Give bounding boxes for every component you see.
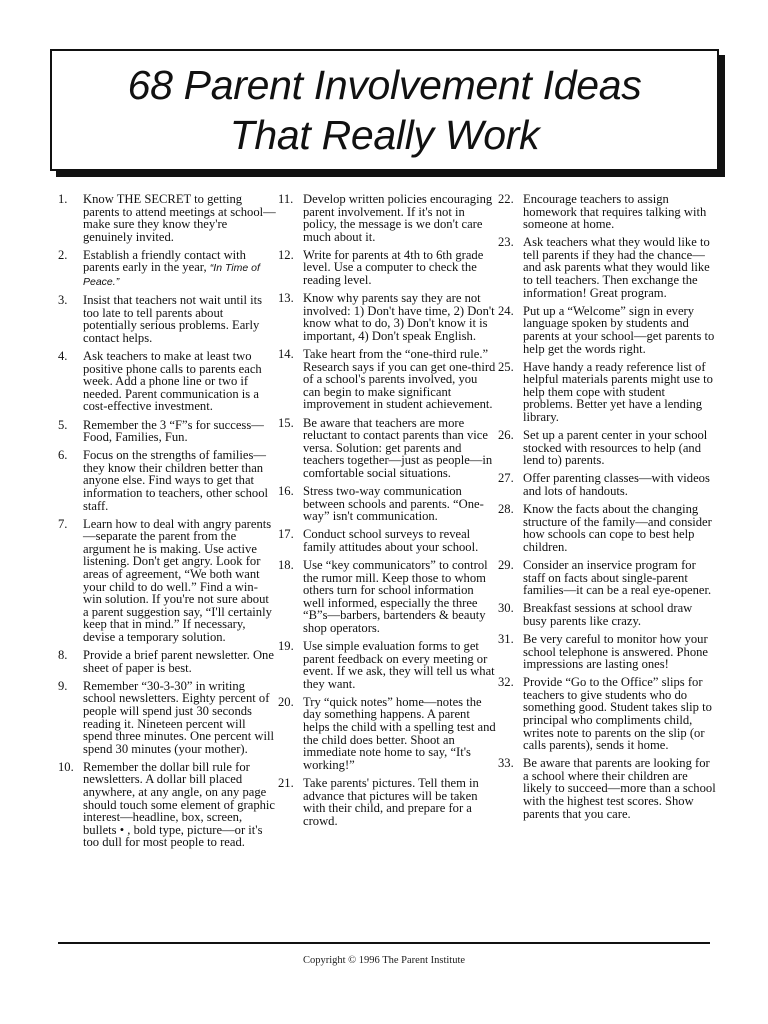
column-3 — [498, 193, 718, 826]
list-item: 22. Encourage teachers to assign homework that requires talking with someone at home. — [498, 192, 707, 232]
list-item: 12. Write for parents at 4th to 6th grade level. Use a computer to check the reading level. — [278, 247, 484, 288]
item-phrase: “In Time of Peace.” — [83, 262, 260, 289]
list-item: 33. Be aware that parents are looking for a school where their children are likely to succeed—more than a school with the highest test scores. Show parents that you care. — [498, 756, 716, 821]
list-item: 11. Develop written policies encouraging parent involvement. If it's not in policy, the message is we don't care much about it. — [278, 192, 493, 244]
list-item: 4. Ask teachers to make at least two positive phone calls to parents each week. Add a phone line or two if needed. Parent communication is a cost-effective investment. — [58, 349, 262, 414]
list-item: 26. Set up a parent center in your school stocked with resources to help (and lend to) parents. — [498, 428, 708, 468]
list-item: 16. Stress two-way communication between schools and parents. “One-way” isn't communication. — [278, 483, 484, 524]
ideas-columns — [58, 193, 718, 933]
list-item: 31. Be very careful to monitor how your school telephone is answered. Phone impressions are lasting ones! — [498, 631, 709, 672]
copyright-notice: Copyright © 1996 The Parent Institute — [302, 955, 466, 966]
list-item: 13. Know why parents say they are not involved: 1) Don't have time, 2) Don't know what to do, 3) Don't know it is important, 4) Don't speak English. — [278, 291, 495, 343]
list-item: 10. Remember the dollar bill rule for newsletters. A dollar bill placed anywhere, at any angle, on any page should touch some element of graphic interest—headline, box, screen, bullets • , bold type, picture—or it's too dull for most people to read. — [58, 759, 276, 850]
list-item: 29. Consider an inservice program for staff on facts about single-parent families—it can be a real eye-opener. — [498, 557, 712, 598]
column-2 — [278, 193, 496, 833]
list-item: 19. Use simple evaluation forms to get parent feedback on every meeting or event. If we ask, they will tell us what they want. — [278, 639, 495, 691]
list-item: 28. Know the facts about the changing structure of the family—and consider how schools can cope to best help children. — [498, 502, 712, 554]
list-item: 1. Know THE SECRET to getting parents to attend meetings at school—make sure they know they're genuinely invited. — [58, 192, 276, 244]
page-title-line-1: 68 Parent Involvement Ideas — [127, 62, 642, 108]
list-item: 14. Take heart from the “one-third rule.” Research says if you can get one-third of a school's parents involved, you can begin to make significant improvement in student achievement. — [278, 347, 496, 412]
list-item: 27. Offer parenting classes—with videos and lots of handouts. — [498, 471, 710, 498]
list-item: 21. Take parents' pictures. Tell them in advance that pictures will be taken with their child, and prepare for a crowd. — [278, 775, 479, 828]
list-item: 9. Remember “30-3-30” in writing school newsletters. Eighty percent of people will spend just 30 seconds reading it. Nineteen percent will spend three minutes. One percent will spend 30 minutes (your mother). — [58, 678, 274, 756]
list-item: 30. Breakfast sessions at school draw busy parents like crazy. — [498, 601, 693, 628]
list-item: 20. Try “quick notes” home—notes the day something happens. A parent helps the child with a spelling test and the child does better. Shoot an immediate note home to say, “It's working!” — [278, 694, 496, 772]
list-item: 3. Insist that teachers not wait until its too late to tell parents about potentially serious problems. Early contact helps. — [58, 293, 263, 345]
page-title-line-2: That Really Work — [229, 112, 540, 158]
list-item: 8. Provide a brief parent newsletter. One sheet of paper is best. — [58, 648, 274, 675]
column-1 — [58, 193, 276, 855]
list-item: 24. Put up a “Welcome” sign in every language spoken by students and parents at your school—get parents to help get the words right. — [498, 303, 715, 356]
list-item: 25. Have handy a ready reference list of helpful materials parents might use to help them cope with student problems. Better yet have a lending library. — [498, 359, 713, 424]
list-item: 23. Ask teachers what they would like to tell parents if they had the chance—and ask parents what they would like to tell teachers. Then exchange the information! Great program. — [498, 235, 710, 300]
list-item: 2. Establish a friendly contact with parents early in the year, “In Time of Peace.” — [58, 247, 260, 289]
list-item: 5. Remember the 3 “F”s for success—Food, Families, Fun. — [58, 417, 264, 445]
list-item: 32. Provide “Go to the Office” slips for teachers to give students who do something good. Student takes slip to principal who compliments child, writes note to parents on the slip (or calls parents), sends it home. — [498, 675, 712, 753]
list-item: 6. Focus on the strengths of families—they know their children better than anyone else. Find ways to get that information to teachers, other school staff. — [58, 448, 269, 513]
list-item: 15. Be aware that teachers are more reluctant to contact parents than vice versa. Solution: get parents and teachers together—just as people—in comfortable social situations. — [278, 415, 493, 480]
title-box — [50, 49, 719, 171]
list-item: 7. Learn how to deal with angry parents—separate the parent from the argument he is making. Use active listening. Don't get angry. Look for areas of agreement, “We both want your child to do well.” Find a win-win solution. If you're not sure about a parent suggestion say, “I'll certainly keep that in mind.” If necessary, devise a temporary solution. — [58, 516, 272, 644]
list-item: 18. Use “key communicators” to control the rumor mill. Keep those to whom others turn for school information well informed, especially the three “B”s—barbers, bartenders & beauty shop operators. — [278, 557, 488, 635]
list-item: 17. Conduct school surveys to reveal family attitudes about your school. — [278, 527, 479, 554]
footer-divider — [58, 942, 710, 944]
